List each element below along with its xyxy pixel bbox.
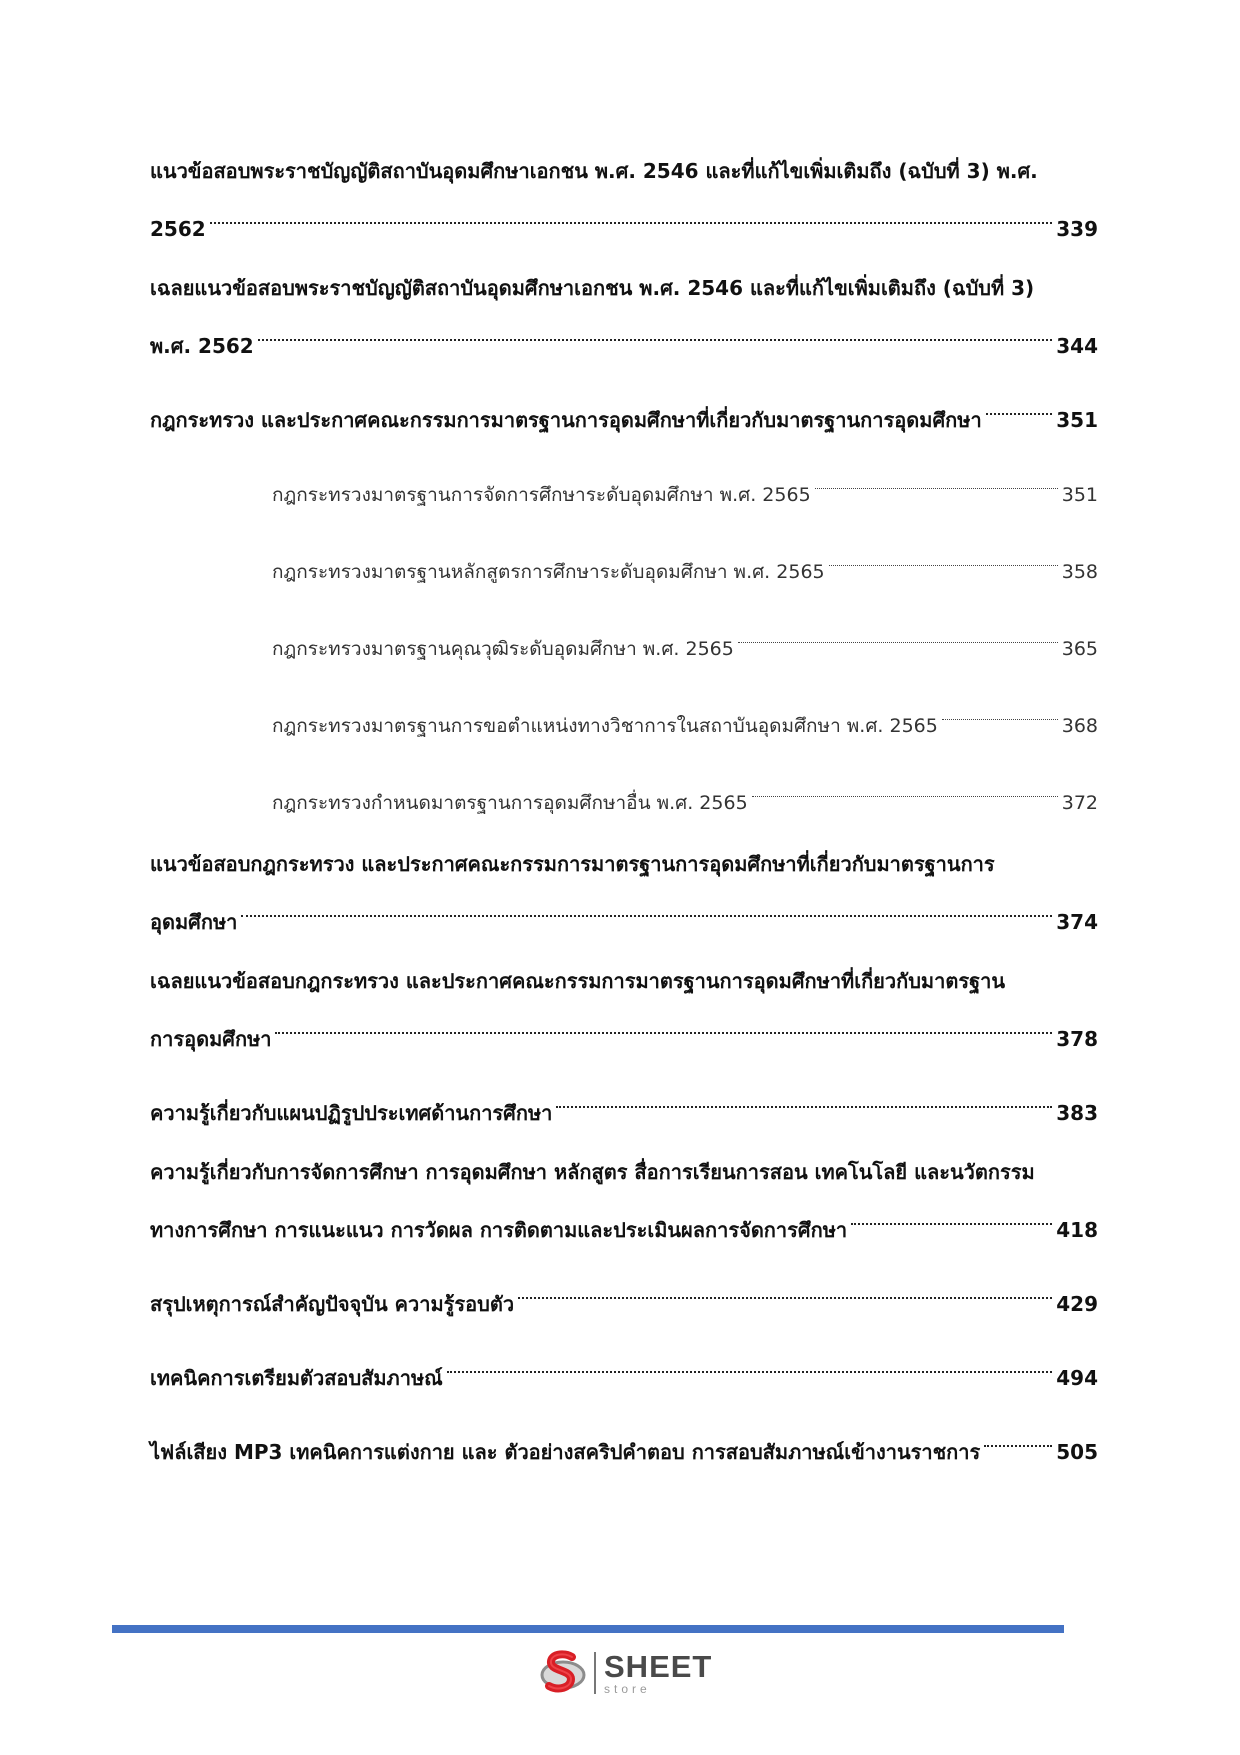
dot-leader [518,1268,1052,1311]
toc-entry[interactable] [150,1151,1098,1252]
toc-entry[interactable] [150,843,1098,944]
dot-leader [258,310,1053,353]
dot-leader [241,886,1052,929]
dot-leader [986,384,1053,427]
footer-divider-bar [112,1625,1064,1633]
toc-subentry[interactable] [272,689,1098,748]
toc-entry-title-line2: การอุดมศึกษา [150,1027,272,1051]
toc-entry-title-line1: เฉลยแนวข้อสอบพระราชบัญญัติสถาบันอุดมศึกษาเอกชน พ.ศ. 2546 และที่แก้ไขเพิ่มเติมถึง (ฉบับที่ 3) [150,276,1035,300]
toc-page-number: 351 [1061,484,1098,506]
toc-subentry[interactable] [272,458,1098,517]
toc-entry[interactable] [150,1416,1098,1474]
toc-page-number: 505 [1056,1440,1098,1464]
toc-page-number: 372 [1061,792,1098,814]
toc-page-number: 418 [1056,1218,1098,1242]
dot-leader [738,612,1058,655]
toc-page-number: 344 [1056,334,1098,358]
toc-entry[interactable] [150,267,1098,368]
toc-entry[interactable] [150,1268,1098,1326]
toc-page-number: 378 [1056,1027,1098,1051]
brand-subname: store [604,1682,651,1696]
toc-entry[interactable] [150,150,1098,251]
table-of-contents [150,150,1098,1490]
toc-entry-title: กฎกระทรวง และประกาศคณะกรรมการมาตรฐานการอุดมศึกษาที่เกี่ยวกับมาตรฐานการอุดมศึกษา [150,408,982,432]
toc-page-number: 374 [1056,910,1098,934]
toc-subentry-title: กฎกระทรวงมาตรฐานการจัดการศึกษาระดับอุดมศึกษา พ.ศ. 2565 [272,484,811,506]
toc-page-number: 358 [1061,561,1098,583]
toc-page-number: 429 [1056,1292,1098,1316]
toc-entry-title: เทคนิคการเตรียมตัวสอบสัมภาษณ์ [150,1366,443,1390]
dot-leader [851,1194,1052,1237]
toc-entry-title-line1: ความรู้เกี่ยวกับการจัดการศึกษา การอุดมศึกษา หลักสูตร สื่อการเรียนการสอน เทคโนโลยี และนวัตกรรม [150,1160,1035,1184]
dot-leader [829,535,1058,578]
dot-leader [210,193,1053,236]
toc-subentry[interactable] [272,535,1098,594]
dot-leader [752,766,1058,809]
logo-wordmark [604,1651,712,1695]
toc-subentry-title: กฎกระทรวงกำหนดมาตรฐานการอุดมศึกษาอื่น พ.ศ. 2565 [272,792,748,814]
toc-subentry[interactable] [272,766,1098,825]
toc-entry[interactable] [150,1077,1098,1135]
toc-entry-title: สรุปเหตุการณ์สำคัญปัจจุบัน ความรู้รอบตัว [150,1292,515,1316]
toc-page-number: 339 [1056,217,1098,241]
toc-page-number: 351 [1056,408,1098,432]
toc-entry[interactable] [150,384,1098,442]
toc-entry-title-line2: ทางการศึกษา การแนะแนว การวัดผล การติดตามและประเมินผลการจัดการศึกษา [150,1218,848,1242]
toc-page-number: 383 [1056,1101,1098,1125]
toc-entry-title-line1: แนวข้อสอบกฎกระทรวง และประกาศคณะกรรมการมาตรฐานการอุดมศึกษาที่เกี่ยวกับมาตรฐานการ [150,852,995,876]
logo-divider [594,1652,596,1694]
toc-subentry-title: กฎกระทรวงมาตรฐานคุณวุฒิระดับอุดมศึกษา พ.ศ. 2565 [272,638,734,660]
toc-entry-title-line2: พ.ศ. 2562 [150,334,254,358]
dot-leader [815,458,1058,501]
toc-entry[interactable] [150,1342,1098,1400]
toc-subentry-title: กฎกระทรวงมาตรฐานการขอตำแหน่งทางวิชาการในสถาบันอุดมศึกษา พ.ศ. 2565 [272,715,938,737]
toc-subentry-title: กฎกระทรวงมาตรฐานหลักสูตรการศึกษาระดับอุดมศึกษา พ.ศ. 2565 [272,561,825,583]
dot-leader [275,1003,1052,1046]
toc-entry[interactable] [150,960,1098,1061]
toc-entry-title-line1: แนวข้อสอบพระราชบัญญัติสถาบันอุดมศึกษาเอกชน พ.ศ. 2546 และที่แก้ไขเพิ่มเติมถึง (ฉบับที่ 3) พ.ศ. [150,159,1038,183]
toc-subentry[interactable] [272,612,1098,671]
dot-leader [447,1342,1053,1385]
toc-entry-title: ความรู้เกี่ยวกับแผนปฏิรูปประเทศด้านการศึกษา [150,1101,553,1125]
dot-leader [556,1077,1052,1120]
toc-page-number: 368 [1061,715,1098,737]
toc-entry-title: ไฟล์เสียง MP3 เทคนิคการแต่งกาย และ ตัวอย่างสคริปคำตอบ การสอบสัมภาษณ์เข้างานราชการ [150,1440,981,1464]
toc-entry-title-line1: เฉลยแนวข้อสอบกฎกระทรวง และประกาศคณะกรรมการมาตรฐานการอุดมศึกษาที่เกี่ยวกับมาตรฐาน [150,969,1006,993]
toc-page-number: 365 [1061,638,1098,660]
sheet-store-s-logo-icon [538,1648,588,1698]
toc-page-number: 494 [1056,1366,1098,1390]
footer-logo [538,1648,712,1698]
dot-leader [984,1416,1052,1459]
toc-entry-title-line2: อุดมศึกษา [150,910,238,934]
toc-entry-title-line2: 2562 [150,217,206,241]
dot-leader [942,689,1058,732]
brand-name: SHEET [604,1649,713,1684]
